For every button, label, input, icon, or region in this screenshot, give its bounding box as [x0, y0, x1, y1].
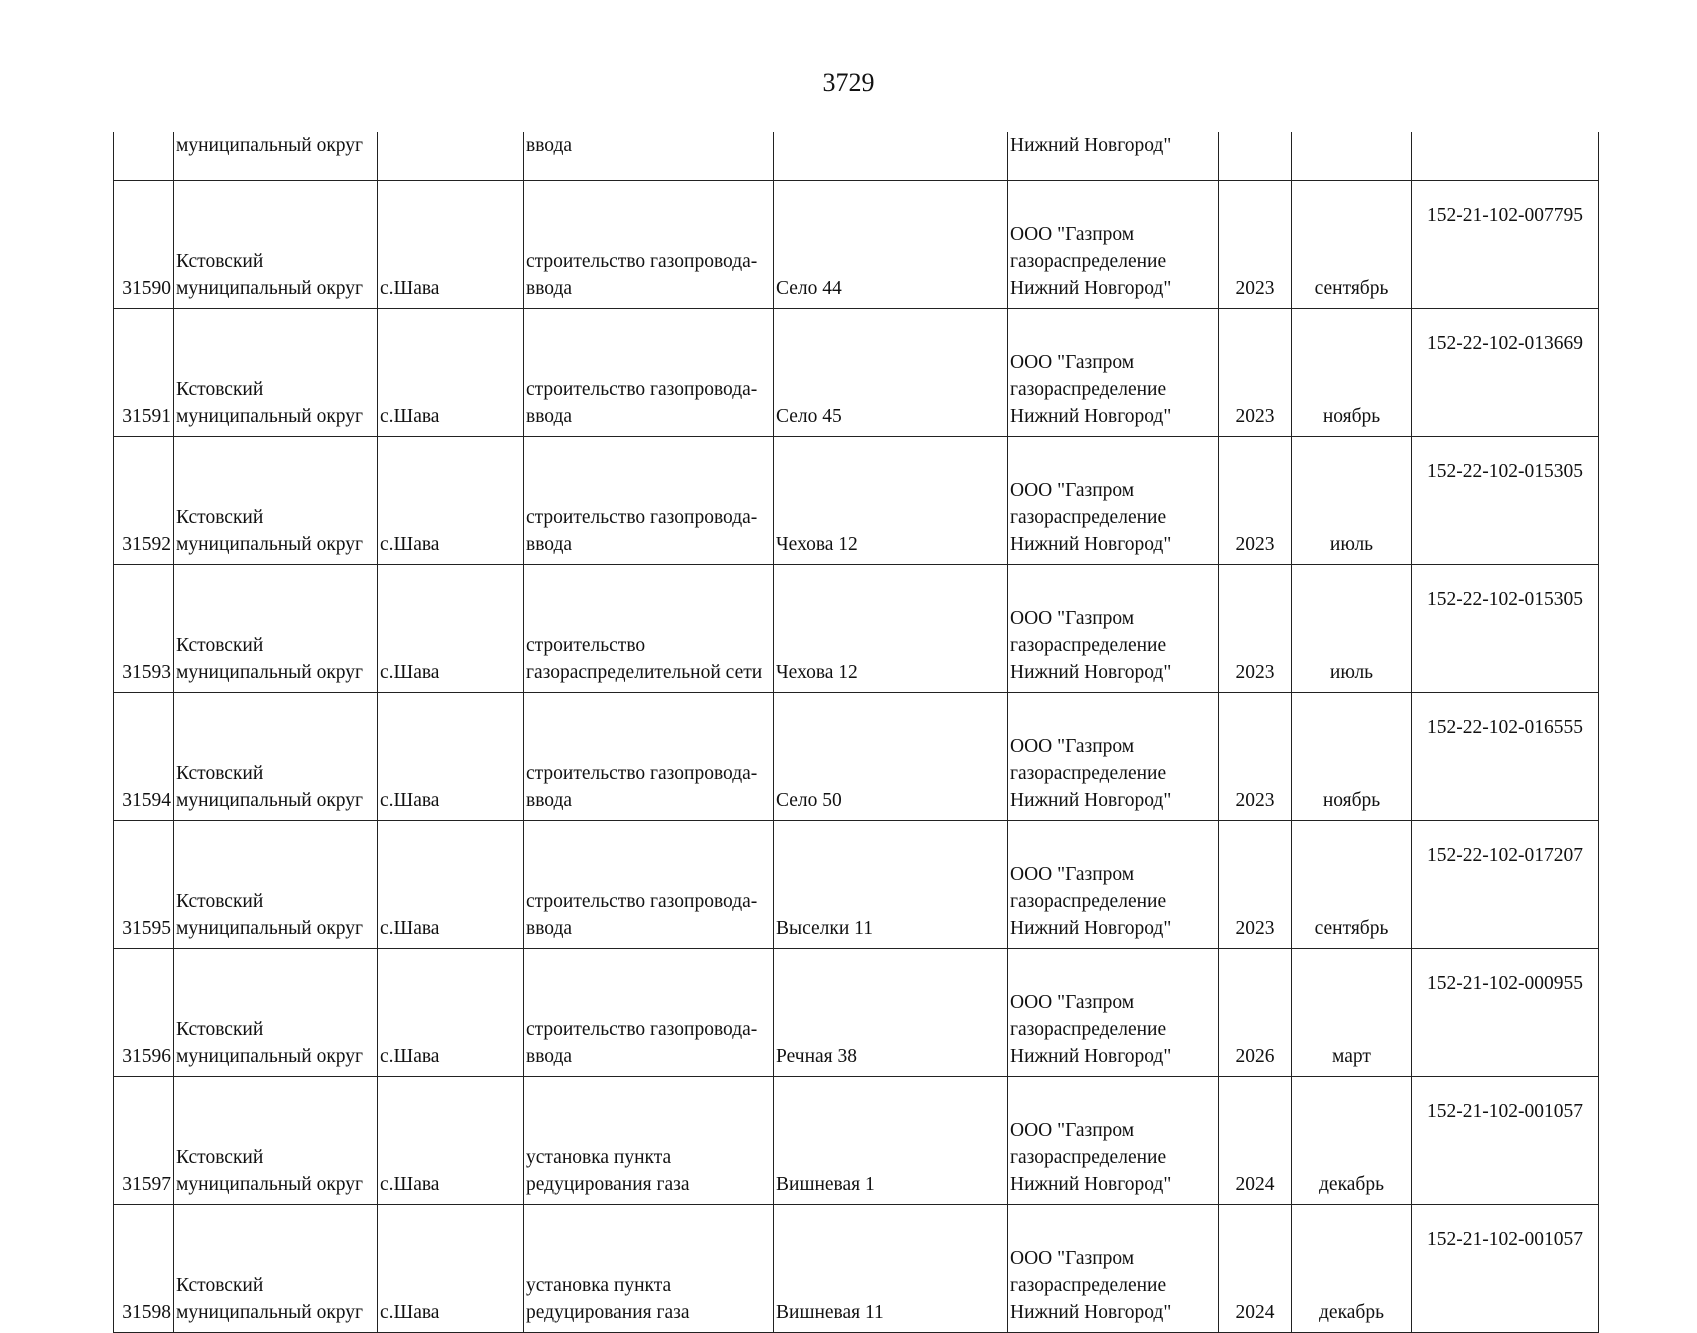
cell-code: 152-22-102-017207	[1412, 821, 1599, 949]
cell-district-line: Кстовский	[176, 763, 264, 784]
cell-month: декабрь	[1292, 1205, 1412, 1333]
cell-organization-line: Нижний Новгород"	[1010, 1302, 1172, 1323]
cell-district-line: муниципальный округ	[176, 1302, 364, 1323]
cell-code: 152-21-102-001057	[1412, 1205, 1599, 1333]
cell-district-line: Кстовский	[176, 1019, 264, 1040]
cell-organization-line: газораспределение	[1010, 1019, 1167, 1040]
cell-code: 152-21-102-007795	[1412, 181, 1599, 309]
cell-number: 31597	[114, 1077, 174, 1205]
cell-locality: с.Шава	[378, 1205, 524, 1333]
cell-organization-line: газораспределение	[1010, 251, 1167, 272]
cell-work	[524, 1077, 774, 1205]
cell-district-line: Кстовский	[176, 507, 264, 528]
cell-district-line: муниципальный округ	[176, 406, 364, 427]
cell-number: 31595	[114, 821, 174, 949]
cell-work-line: ввода	[526, 406, 573, 427]
cell-month: июль	[1292, 565, 1412, 693]
cell-address: Выселки 11	[774, 821, 1008, 949]
cell-month: июль	[1292, 437, 1412, 565]
cell-organization-line: Нижний Новгород"	[1010, 918, 1172, 939]
cell-number: 31592	[114, 437, 174, 565]
cell-locality: с.Шава	[378, 565, 524, 693]
cell-district	[174, 693, 378, 821]
cell-work-line: строительство	[526, 635, 646, 656]
table-row	[114, 181, 1599, 309]
cell-organization-line: газораспределение	[1010, 635, 1167, 656]
cell-code	[1412, 132, 1599, 181]
cell-organization	[1008, 1077, 1219, 1205]
cell-year: 2024	[1219, 1205, 1292, 1333]
cell-district	[174, 1205, 378, 1333]
cell-work-line: газораспределительной сети	[526, 662, 763, 683]
cell-locality: с.Шава	[378, 181, 524, 309]
cell-organization	[1008, 821, 1219, 949]
cell-work	[524, 437, 774, 565]
cell-year	[1219, 132, 1292, 181]
cell-month: ноябрь	[1292, 309, 1412, 437]
cell-code: 152-21-102-001057	[1412, 1077, 1599, 1205]
cell-organization-line: Нижний Новгород"	[1010, 662, 1172, 683]
cell-district-line: Кстовский	[176, 891, 264, 912]
cell-work: ввода	[524, 132, 774, 181]
cell-district	[174, 949, 378, 1077]
cell-organization-line: Нижний Новгород"	[1010, 1046, 1172, 1067]
cell-district: муниципальный округ	[174, 132, 378, 181]
cell-month: декабрь	[1292, 1077, 1412, 1205]
cell-work	[524, 949, 774, 1077]
table-row	[114, 1205, 1599, 1333]
cell-work-line: ввода	[526, 534, 573, 555]
table-row	[114, 821, 1599, 949]
cell-work-line: ввода	[526, 278, 573, 299]
cell-organization-line: Нижний Новгород"	[1010, 406, 1172, 427]
cell-year: 2023	[1219, 437, 1292, 565]
cell-organization: Нижний Новгород"	[1008, 132, 1219, 181]
cell-organization-line: Нижний Новгород"	[1010, 790, 1172, 811]
cell-organization-line: Нижний Новгород"	[1010, 278, 1172, 299]
cell-district	[174, 437, 378, 565]
cell-organization-line: ООО "Газпром	[1010, 1248, 1135, 1269]
cell-work	[524, 309, 774, 437]
cell-district-line: Кстовский	[176, 251, 264, 272]
cell-organization-line: ООО "Газпром	[1010, 608, 1135, 629]
cell-work	[524, 693, 774, 821]
cell-organization	[1008, 181, 1219, 309]
cell-district	[174, 309, 378, 437]
cell-work-line: строительство газопровода-	[526, 251, 758, 272]
cell-organization-line: газораспределение	[1010, 763, 1167, 784]
table-row	[114, 309, 1599, 437]
cell-month	[1292, 132, 1412, 181]
cell-year: 2023	[1219, 309, 1292, 437]
table-row	[114, 565, 1599, 693]
cell-month: сентябрь	[1292, 821, 1412, 949]
cell-work-line: ввода	[526, 1046, 573, 1067]
cell-district-line: муниципальный округ	[176, 1174, 364, 1195]
cell-organization	[1008, 565, 1219, 693]
cell-address	[774, 132, 1008, 181]
cell-address: Село 44	[774, 181, 1008, 309]
cell-district-line: Кстовский	[176, 1275, 264, 1296]
cell-address: Вишневая 11	[774, 1205, 1008, 1333]
cell-code: 152-22-102-016555	[1412, 693, 1599, 821]
cell-work-line: ввода	[526, 790, 573, 811]
registry-table	[113, 132, 1599, 1333]
cell-organization-line: ООО "Газпром	[1010, 352, 1135, 373]
cell-district	[174, 181, 378, 309]
cell-number: 31596	[114, 949, 174, 1077]
cell-locality: с.Шава	[378, 1077, 524, 1205]
cell-work-line: установка пункта	[526, 1147, 672, 1168]
cell-year: 2023	[1219, 181, 1292, 309]
cell-code: 152-21-102-000955	[1412, 949, 1599, 1077]
cell-address: Село 50	[774, 693, 1008, 821]
cell-district	[174, 821, 378, 949]
cell-address: Село 45	[774, 309, 1008, 437]
cell-code: 152-22-102-015305	[1412, 437, 1599, 565]
cell-work-line: редуцирования газа	[526, 1302, 690, 1323]
cell-address: Чехова 12	[774, 437, 1008, 565]
cell-year: 2023	[1219, 821, 1292, 949]
cell-work-line: строительство газопровода-	[526, 891, 758, 912]
cell-district-line: Кстовский	[176, 635, 264, 656]
cell-work-line: установка пункта	[526, 1275, 672, 1296]
cell-work-line: строительство газопровода-	[526, 1019, 758, 1040]
cell-organization-line: ООО "Газпром	[1010, 480, 1135, 501]
cell-district-line: муниципальный округ	[176, 534, 364, 555]
cell-work	[524, 565, 774, 693]
cell-locality: с.Шава	[378, 437, 524, 565]
table-row	[114, 693, 1599, 821]
cell-district-line: муниципальный округ	[176, 918, 364, 939]
cell-address: Речная 38	[774, 949, 1008, 1077]
table-row	[114, 949, 1599, 1077]
cell-code: 152-22-102-013669	[1412, 309, 1599, 437]
cell-locality: с.Шава	[378, 821, 524, 949]
cell-number: 31594	[114, 693, 174, 821]
cell-work-line: строительство газопровода-	[526, 507, 758, 528]
cell-number: 31598	[114, 1205, 174, 1333]
cell-work-line: строительство газопровода-	[526, 763, 758, 784]
table-row	[114, 437, 1599, 565]
page-number: 3729	[822, 68, 875, 97]
cell-work	[524, 1205, 774, 1333]
cell-year: 2023	[1219, 693, 1292, 821]
cell-number: 31590	[114, 181, 174, 309]
cell-organization-line: ООО "Газпром	[1010, 864, 1135, 885]
cell-district-line: Кстовский	[176, 1147, 264, 1168]
cell-locality	[378, 132, 524, 181]
table-row	[114, 1077, 1599, 1205]
cell-number: 31593	[114, 565, 174, 693]
table-row-continued	[114, 132, 1599, 181]
cell-work-line: строительство газопровода-	[526, 379, 758, 400]
cell-organization-line: ООО "Газпром	[1010, 736, 1135, 757]
cell-organization	[1008, 309, 1219, 437]
cell-organization	[1008, 949, 1219, 1077]
cell-district-line: муниципальный округ	[176, 662, 364, 683]
cell-organization-line: газораспределение	[1010, 1147, 1167, 1168]
cell-district-line: муниципальный округ	[176, 278, 364, 299]
cell-district-line: муниципальный округ	[176, 790, 364, 811]
cell-work	[524, 181, 774, 309]
cell-address: Чехова 12	[774, 565, 1008, 693]
cell-year: 2023	[1219, 565, 1292, 693]
cell-organization-line: газораспределение	[1010, 379, 1167, 400]
cell-work-line: ввода	[526, 918, 573, 939]
cell-month: март	[1292, 949, 1412, 1077]
cell-code: 152-22-102-015305	[1412, 565, 1599, 693]
cell-organization	[1008, 693, 1219, 821]
cell-organization-line: Нижний Новгород"	[1010, 534, 1172, 555]
cell-district	[174, 1077, 378, 1205]
cell-number: 31591	[114, 309, 174, 437]
cell-locality: с.Шава	[378, 949, 524, 1077]
cell-work-line: редуцирования газа	[526, 1174, 690, 1195]
cell-district-line: муниципальный округ	[176, 1046, 364, 1067]
cell-organization	[1008, 1205, 1219, 1333]
cell-organization	[1008, 437, 1219, 565]
cell-year: 2024	[1219, 1077, 1292, 1205]
cell-district-line: Кстовский	[176, 379, 264, 400]
cell-address: Вишневая 1	[774, 1077, 1008, 1205]
cell-organization-line: газораспределение	[1010, 891, 1167, 912]
cell-month: ноябрь	[1292, 693, 1412, 821]
cell-locality: с.Шава	[378, 309, 524, 437]
cell-organization-line: ООО "Газпром	[1010, 1120, 1135, 1141]
cell-organization-line: ООО "Газпром	[1010, 224, 1135, 245]
cell-number	[114, 132, 174, 181]
cell-organization-line: газораспределение	[1010, 507, 1167, 528]
cell-year: 2026	[1219, 949, 1292, 1077]
cell-locality: с.Шава	[378, 693, 524, 821]
cell-work	[524, 821, 774, 949]
cell-district	[174, 565, 378, 693]
cell-organization-line: Нижний Новгород"	[1010, 1174, 1172, 1195]
cell-month: сентябрь	[1292, 181, 1412, 309]
cell-organization-line: ООО "Газпром	[1010, 992, 1135, 1013]
cell-organization-line: газораспределение	[1010, 1275, 1167, 1296]
